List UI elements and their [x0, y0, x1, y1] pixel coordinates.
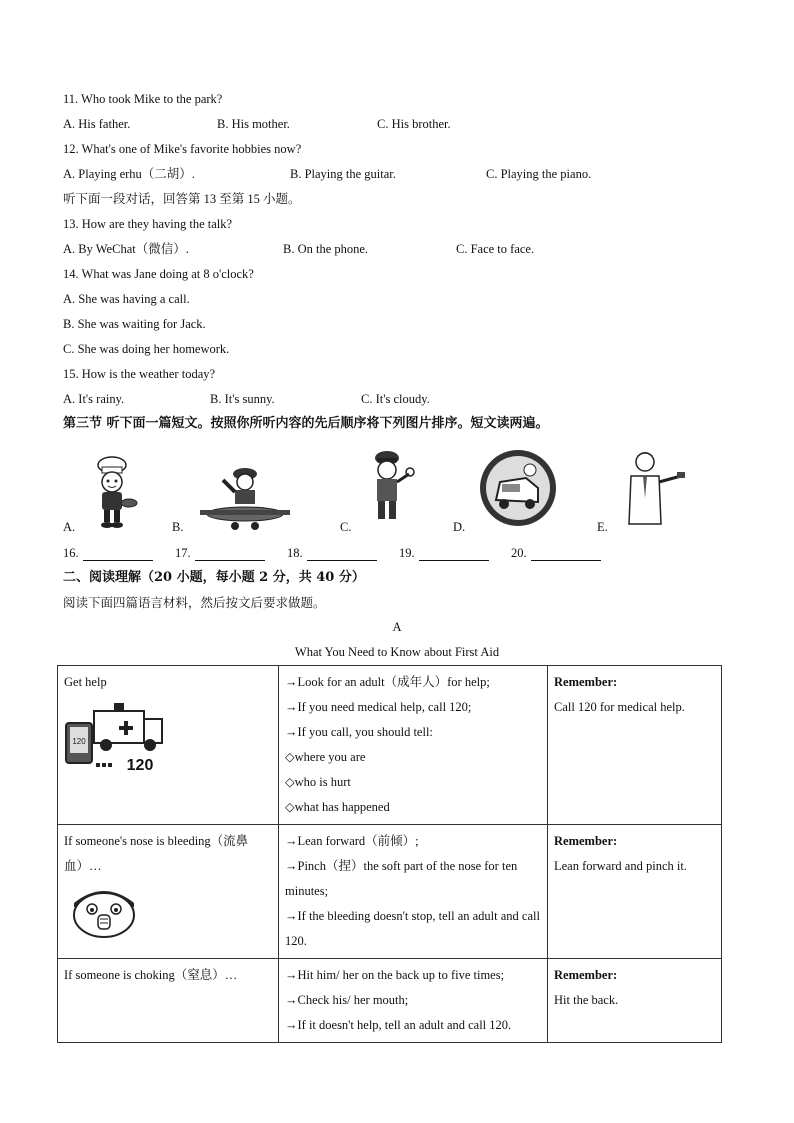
answer-blank-20[interactable] — [511, 546, 601, 561]
question-14: 14. What was Jane doing at 8 o'clock? — [63, 267, 254, 281]
q11-option-a: A. His father. — [63, 117, 131, 131]
answer-blank-18[interactable] — [287, 546, 377, 561]
answer-blank-17[interactable] — [175, 546, 265, 561]
step-item: →If you need medical help, call 120; — [285, 700, 472, 714]
picture-label-a: A. — [63, 520, 76, 534]
answer-blank-16[interactable] — [63, 546, 153, 561]
situation-text: If someone's nose is bleeding（流鼻血）… — [64, 834, 249, 873]
steps-cell — [279, 959, 548, 1043]
first-aid-table — [57, 665, 722, 1043]
q13-option-b: B. On the phone. — [283, 242, 369, 256]
step-item: →Look for an adult（成年人）for help; — [285, 675, 490, 689]
blank-number: 20. — [511, 546, 527, 560]
table-row — [58, 825, 722, 959]
steps-cell — [279, 666, 548, 825]
emergency-number-label: 120 — [126, 757, 154, 774]
remember-text: Lean forward and pinch it. — [554, 859, 687, 873]
step-item: →If you call, you should tell: — [285, 725, 433, 739]
table-row — [58, 666, 722, 825]
blank-number: 19. — [399, 546, 415, 560]
answer-blank-19[interactable] — [399, 546, 489, 561]
remember-text: Hit the back. — [554, 993, 619, 1007]
blank-number: 16. — [63, 546, 79, 560]
phone-screen-number: 120 — [72, 737, 86, 746]
section3-title: 第三节 听下面一篇短文。按照你所听内容的先后顺序将下列图片排序。短文读两遍。 — [63, 416, 549, 431]
policeman-picture-icon — [365, 448, 415, 526]
step-item: →Pinch（捏）the soft part of the nose for ten minutes; — [285, 859, 518, 898]
blank-number: 18. — [287, 546, 303, 560]
q15-option-a: A. It's rainy. — [63, 392, 125, 406]
instruction-13-15: 听下面一段对话，回答第 13 至第 15 小题。 — [63, 192, 301, 206]
part2-instruction: 阅读下面四篇语言材料，然后按文后要求做题。 — [63, 596, 326, 610]
question-12: 12. What's one of Mike's favorite hobbies now? — [63, 142, 302, 156]
question-13: 13. How are they having the talk? — [63, 217, 233, 231]
remember-label: Remember: — [554, 834, 618, 848]
part2-title: 二、阅读理解（20 小题，每小题 2 分，共 40 分） — [63, 570, 365, 585]
situation-text: If someone is choking（窒息）… — [64, 968, 238, 982]
q12-option-a: A. Playing erhu（二胡）. — [63, 167, 195, 181]
q13-option-c: C. Face to face. — [456, 242, 535, 256]
remember-cell — [548, 959, 722, 1043]
ambulance-phone-icon — [64, 697, 174, 777]
remember-label: Remember: — [554, 675, 618, 689]
picture-label-e: E. — [597, 520, 608, 534]
steps-cell — [279, 825, 548, 959]
q14-option-b: B. She was waiting for Jack. — [63, 317, 206, 331]
q11-option-c: C. His brother. — [377, 117, 451, 131]
q14-option-c: C. She was doing her homework. — [63, 342, 230, 356]
pilot-plane-picture-icon — [195, 462, 295, 532]
picture-label-c: C. — [340, 520, 352, 534]
q15-option-b: B. It's sunny. — [210, 392, 275, 406]
doctor-picture-icon — [623, 448, 688, 528]
step-item: ◇who is hurt — [285, 775, 351, 789]
step-item: →Check his/ her mouth; — [285, 993, 409, 1007]
remember-label: Remember: — [554, 968, 618, 982]
question-11: 11. Who took Mike to the park? — [63, 92, 223, 106]
remember-cell — [548, 666, 722, 825]
q11-option-b: B. His mother. — [217, 117, 290, 131]
step-item: →Lean forward（前倾）; — [285, 834, 419, 848]
passage-letter: A — [392, 620, 402, 634]
picture-label-b: B. — [172, 520, 184, 534]
q15-option-c: C. It's cloudy. — [361, 392, 430, 406]
picture-label-d: D. — [453, 520, 466, 534]
table-row — [58, 959, 722, 1043]
q13-option-a: A. By WeChat（微信）. — [63, 242, 189, 256]
taxi-driver-picture-icon — [478, 448, 558, 528]
situation-cell — [58, 825, 279, 959]
step-item: →If it doesn't help, tell an adult and call 120. — [285, 1018, 512, 1032]
nosebleed-face-icon — [64, 881, 144, 941]
blank-number: 17. — [175, 546, 191, 560]
question-15: 15. How is the weather today? — [63, 367, 216, 381]
situation-cell — [58, 666, 279, 825]
situation-cell — [58, 959, 279, 1043]
passage-title: What You Need to Know about First Aid — [294, 645, 500, 659]
q14-option-a: A. She was having a call. — [63, 292, 190, 306]
step-item: →Hit him/ her on the back up to five times; — [285, 968, 505, 982]
step-item: ◇where you are — [285, 750, 366, 764]
step-item: ◇what has happened — [285, 800, 390, 814]
remember-cell — [548, 825, 722, 959]
situation-text: Get help — [64, 675, 107, 689]
step-item: →If the bleeding doesn't stop, tell an adult and call 120. — [285, 909, 540, 948]
q12-option-c: C. Playing the piano. — [486, 167, 592, 181]
remember-text: Call 120 for medical help. — [554, 700, 685, 714]
q12-option-b: B. Playing the guitar. — [290, 167, 396, 181]
chef-picture-icon — [85, 455, 140, 530]
